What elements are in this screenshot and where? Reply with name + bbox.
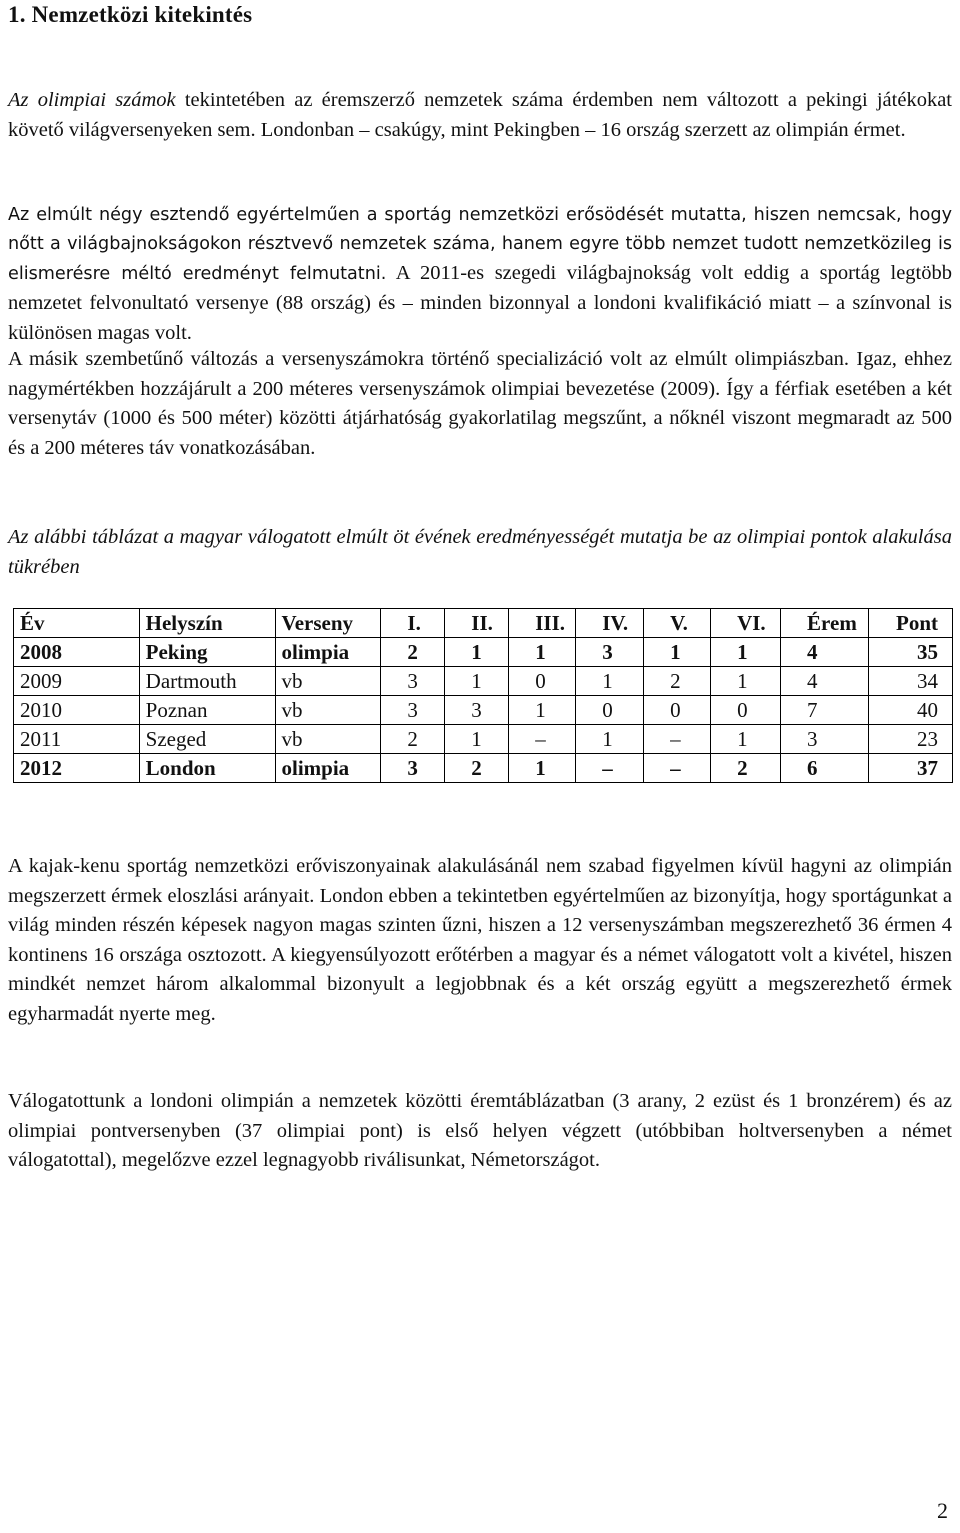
table-cell: vb [275,725,381,754]
table-cell: Helyszín [139,609,275,638]
table-cell: 2010 [14,696,140,725]
section-heading: 1. Nemzetközi kitekintés [8,2,253,27]
table-cell: IV. [576,609,644,638]
table-cell: 2009 [14,667,140,696]
table-cell: Peking [139,638,275,667]
table-cell: VI. [711,609,781,638]
page-number: 2 [937,1498,948,1523]
table-cell: 35 [869,638,953,667]
table-row [14,725,953,754]
table-cell: 34 [869,667,953,696]
paragraph-medal-distribution [8,852,952,1029]
table-cell: 3 [445,696,509,725]
table-cell: 2012 [14,754,140,783]
table-cell: Verseny [275,609,381,638]
table-cell: 1 [445,638,509,667]
table-intro-text: Az alábbi táblázat a magyar válogatott elmúlt öt évének eredményességét mutatja be az olimpiai pontok alakulása tükrében [8,526,952,578]
table-cell: 1 [509,754,576,783]
table-cell: III. [509,609,576,638]
table-cell: Szeged [139,725,275,754]
table-intro [8,523,952,582]
table-cell: vb [275,667,381,696]
table-cell: – [509,725,576,754]
table-cell: 4 [781,638,869,667]
table-cell: 2 [381,725,445,754]
table-cell: 2 [445,754,509,783]
table-cell: 0 [509,667,576,696]
table-cell: 0 [576,696,644,725]
table-cell: 1 [644,638,711,667]
table-row [14,638,953,667]
table-cell: vb [275,696,381,725]
table-cell: – [576,754,644,783]
table-cell: Év [14,609,140,638]
table-cell: 37 [869,754,953,783]
table-cell: V. [644,609,711,638]
table-cell: 1 [576,667,644,696]
paragraph-text-sans: Az elmúlt négy esztendő egyértelműen a sportág nemzetközi erősödését mutatta, hiszen nemcsak, hogy nőtt a világbajnokságokon résztvevő nemzetek száma, hanem egyre több nemzet tudott nemzetközileg is elismerésre méltó eredményt felmutatni. [8,205,952,284]
results-table [13,608,953,783]
table-cell: 1 [445,667,509,696]
table-cell: 2011 [14,725,140,754]
paragraph-text: Válogatottunk a londoni olimpián a nemzetek közötti éremtáblázatban (3 arany, 2 ezüst és 1 bronzérem) és az olimpiai pontversenyben (37 olimpiai pont) is első helyen végzett (utóbbiban holtversenyben a német válogatottal), megelőzve ezzel legnagyobb riválisunkat, Németországot. [8,1090,952,1171]
table-cell: 3 [781,725,869,754]
table-cell: 3 [576,638,644,667]
table-cell: 4 [781,667,869,696]
table-cell: 23 [869,725,953,754]
table-cell: Poznan [139,696,275,725]
table-cell: Pont [869,609,953,638]
table-cell: II. [445,609,509,638]
table-cell: 1 [711,638,781,667]
paragraph-text-serif: A 2011-es szegedi világbajnokság volt eddig a sportág legtöbb nemzetet felvonultató versenye (88 ország) és – minden bizonnyal a londoni kvalifikáció miatt – a színvonal is különösen magas volt. [8,262,952,344]
paragraph-text: tekintetében az éremszerző nemzetek száma érdemben nem változott a pekingi játékokat követő világversenyeken sem. Londonban – csakúgy, mint Pekingben – 16 ország szerzett az olimpián érmet. [8,89,952,141]
table-row [14,696,953,725]
table-cell: 1 [509,696,576,725]
paragraph-international-growth [8,201,952,349]
table-header-row [14,609,953,638]
table-cell: 40 [869,696,953,725]
table-cell: 1 [711,725,781,754]
table-cell: olimpia [275,754,381,783]
table-cell: Dartmouth [139,667,275,696]
table-cell: 3 [381,667,445,696]
italic-phrase: Az olimpiai számok [8,89,176,111]
table-cell: 0 [711,696,781,725]
table-cell: olimpia [275,638,381,667]
table-cell: 2 [381,638,445,667]
paragraph-text: A kajak-kenu sportág nemzetközi erőviszonyainak alakulásánál nem szabad figyelmen kívül hagyni az olimpián megszerzett érmek eloszlási arányait. London ebben a tekintetben egyértelműen az bizonyítja, hogy sportágunkat a világ minden részén képesek nagyon magas szinten űzni, hiszen a 12 versenyszámban megszerezhető 36 érmen 4 kontinens 16 országa osztozott. A kiegyensúlyozott erőtérben a magyar és a német válogatott volt a kivétel, hiszen mindkét nemzet három alkalommal bizonyult a legjobbnak és a két ország együtt a megszerezhető érmek egyharmadát nyerte meg. [8,855,952,1025]
table-cell: London [139,754,275,783]
table-cell: 1 [445,725,509,754]
table-cell: 7 [781,696,869,725]
table-cell: – [644,725,711,754]
table-cell: 6 [781,754,869,783]
table-cell: 2 [711,754,781,783]
paragraph-text: A másik szembetűnő változás a versenyszámokra történő specializáció volt az elmúlt olimpiászban. Igaz, ehhez nagymértékben hozzájárult a 200 méteres versenyszámok olimpiai bevezetése (2009). Így a férfiak esetében a két versenytáv (1000 és 500 méter) közötti átjárhatóság gyakorlatilag megszűnt, a nőknél viszont megmaradt az 500 és a 200 méteres táv vonatkozásában. [8,348,952,459]
table-cell: 2008 [14,638,140,667]
table-row [14,667,953,696]
table-cell: I. [381,609,445,638]
table-cell: 1 [509,638,576,667]
table-cell: 1 [711,667,781,696]
paragraph-specialization [8,345,952,463]
table-cell: 0 [644,696,711,725]
paragraph-olympic-events [8,86,952,145]
table-cell: – [644,754,711,783]
table-cell: 1 [576,725,644,754]
paragraph-team-results [8,1087,952,1176]
table-cell: 3 [381,754,445,783]
table-cell: 2 [644,667,711,696]
table-row [14,754,953,783]
table-cell: Érem [781,609,869,638]
table-cell: 3 [381,696,445,725]
